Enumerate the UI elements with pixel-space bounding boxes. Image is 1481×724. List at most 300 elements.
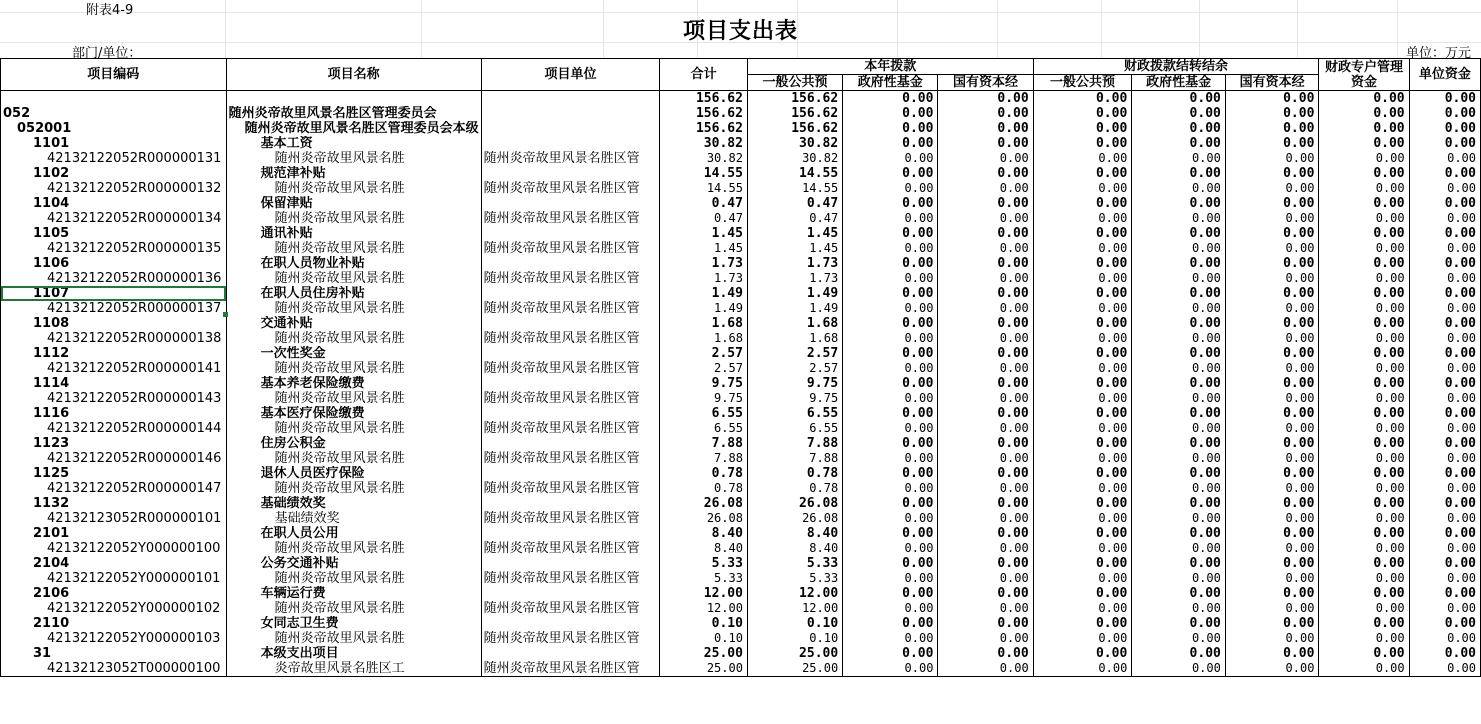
cell-gov-fund-carry[interactable]: 0.00 bbox=[1132, 361, 1226, 376]
cell-project-name[interactable]: 随州炎帝故里风景名胜 bbox=[226, 271, 481, 286]
cell-project-name[interactable]: 退休人员医疗保险 bbox=[226, 466, 481, 481]
cell-state-capital-carry[interactable]: 0.00 bbox=[1225, 301, 1319, 316]
cell-own-funds[interactable]: 0.00 bbox=[1409, 496, 1480, 511]
cell-state-capital[interactable]: 0.00 bbox=[938, 391, 1033, 406]
cell-state-capital[interactable]: 0.00 bbox=[938, 451, 1033, 466]
cell-gov-fund-carry[interactable]: 0.00 bbox=[1132, 601, 1226, 616]
cell-state-capital[interactable]: 0.00 bbox=[938, 181, 1033, 196]
cell-project-code[interactable]: 42132122052R000000132 bbox=[1, 181, 227, 196]
cell-special-account[interactable]: 0.00 bbox=[1319, 211, 1409, 226]
cell-general-budget-carry[interactable]: 0.00 bbox=[1033, 541, 1132, 556]
cell-project-name[interactable]: 炎帝故里风景名胜区工 bbox=[226, 661, 481, 677]
cell-general-budget[interactable]: 1.73 bbox=[747, 271, 842, 286]
cell-special-account[interactable]: 0.00 bbox=[1319, 166, 1409, 181]
cell-state-capital-carry[interactable]: 0.00 bbox=[1225, 286, 1319, 301]
cell-state-capital[interactable]: 0.00 bbox=[938, 436, 1033, 451]
cell-total[interactable]: 14.55 bbox=[660, 166, 748, 181]
cell-special-account[interactable]: 0.00 bbox=[1319, 601, 1409, 616]
cell-general-budget-carry[interactable]: 0.00 bbox=[1033, 151, 1132, 166]
cell-gov-fund[interactable]: 0.00 bbox=[843, 181, 938, 196]
cell-special-account[interactable]: 0.00 bbox=[1319, 196, 1409, 211]
cell-special-account[interactable]: 0.00 bbox=[1319, 286, 1409, 301]
cell-total[interactable]: 1.49 bbox=[660, 301, 748, 316]
cell-total[interactable]: 0.10 bbox=[660, 631, 748, 646]
cell-own-funds[interactable]: 0.00 bbox=[1409, 391, 1480, 406]
cell-general-budget[interactable]: 0.10 bbox=[747, 631, 842, 646]
cell-own-funds[interactable]: 0.00 bbox=[1409, 286, 1480, 301]
cell-general-budget[interactable]: 7.88 bbox=[747, 451, 842, 466]
cell-special-account[interactable]: 0.00 bbox=[1319, 631, 1409, 646]
cell-project-name[interactable]: 在职人员公用 bbox=[226, 526, 481, 541]
cell-project-name[interactable]: 随州炎帝故里风景名胜 bbox=[226, 301, 481, 316]
cell-own-funds[interactable]: 0.00 bbox=[1409, 166, 1480, 181]
cell-general-budget-carry[interactable]: 0.00 bbox=[1033, 481, 1132, 496]
cell-gov-fund-carry[interactable]: 0.00 bbox=[1132, 556, 1226, 571]
cell-gov-fund[interactable]: 0.00 bbox=[843, 406, 938, 421]
cell-state-capital-carry[interactable]: 0.00 bbox=[1225, 121, 1319, 136]
cell-project-unit[interactable]: 随州炎帝故里风景名胜区管 bbox=[481, 541, 660, 556]
cell-gov-fund[interactable]: 0.00 bbox=[843, 301, 938, 316]
cell-gov-fund-carry[interactable]: 0.00 bbox=[1132, 121, 1226, 136]
cell-project-name[interactable]: 随州炎帝故里风景名胜 bbox=[226, 451, 481, 466]
cell-project-name[interactable]: 随州炎帝故里风景名胜区管理委员会本级 bbox=[226, 121, 481, 136]
cell-gov-fund-carry[interactable]: 0.00 bbox=[1132, 526, 1226, 541]
cell-special-account[interactable]: 0.00 bbox=[1319, 181, 1409, 196]
cell-general-budget[interactable]: 0.10 bbox=[747, 616, 842, 631]
cell-project-name[interactable]: 随州炎帝故里风景名胜 bbox=[226, 151, 481, 166]
cell-gov-fund[interactable]: 0.00 bbox=[843, 136, 938, 151]
cell-special-account[interactable]: 0.00 bbox=[1319, 376, 1409, 391]
cell-project-code[interactable]: 42132122052R000000138 bbox=[1, 331, 227, 346]
cell-gov-fund[interactable]: 0.00 bbox=[843, 106, 938, 121]
cell-state-capital-carry[interactable]: 0.00 bbox=[1225, 241, 1319, 256]
cell-gov-fund[interactable]: 0.00 bbox=[843, 151, 938, 166]
cell-special-account[interactable]: 0.00 bbox=[1319, 301, 1409, 316]
cell-total[interactable]: 6.55 bbox=[660, 406, 748, 421]
cell-general-budget-carry[interactable]: 0.00 bbox=[1033, 616, 1132, 631]
cell-own-funds[interactable]: 0.00 bbox=[1409, 301, 1480, 316]
cell-state-capital-carry[interactable]: 0.00 bbox=[1225, 556, 1319, 571]
cell-state-capital-carry[interactable]: 0.00 bbox=[1225, 646, 1319, 661]
cell-special-account[interactable]: 0.00 bbox=[1319, 436, 1409, 451]
cell-state-capital[interactable]: 0.00 bbox=[938, 346, 1033, 361]
cell-general-budget-carry[interactable]: 0.00 bbox=[1033, 226, 1132, 241]
cell-project-unit[interactable]: 随州炎帝故里风景名胜区管 bbox=[481, 421, 660, 436]
cell-state-capital-carry[interactable]: 0.00 bbox=[1225, 481, 1319, 496]
cell-project-unit[interactable] bbox=[481, 556, 660, 571]
cell-project-code[interactable]: 1116 bbox=[1, 406, 227, 421]
cell-state-capital[interactable]: 0.00 bbox=[938, 91, 1033, 107]
cell-total[interactable]: 0.10 bbox=[660, 616, 748, 631]
cell-general-budget[interactable]: 5.33 bbox=[747, 556, 842, 571]
cell-special-account[interactable]: 0.00 bbox=[1319, 136, 1409, 151]
cell-gov-fund-carry[interactable]: 0.00 bbox=[1132, 136, 1226, 151]
cell-total[interactable]: 1.68 bbox=[660, 331, 748, 346]
cell-total[interactable]: 0.47 bbox=[660, 211, 748, 226]
cell-project-unit[interactable] bbox=[481, 106, 660, 121]
cell-project-name[interactable]: 随州炎帝故里风景名胜 bbox=[226, 631, 481, 646]
cell-project-unit[interactable]: 随州炎帝故里风景名胜区管 bbox=[481, 151, 660, 166]
cell-gov-fund[interactable]: 0.00 bbox=[843, 226, 938, 241]
cell-total[interactable]: 9.75 bbox=[660, 391, 748, 406]
cell-state-capital[interactable]: 0.00 bbox=[938, 466, 1033, 481]
cell-project-unit[interactable] bbox=[481, 586, 660, 601]
cell-general-budget-carry[interactable]: 0.00 bbox=[1033, 91, 1132, 107]
cell-general-budget[interactable]: 1.45 bbox=[747, 226, 842, 241]
cell-project-name[interactable]: 基础绩效奖 bbox=[226, 496, 481, 511]
cell-general-budget-carry[interactable]: 0.00 bbox=[1033, 331, 1132, 346]
cell-gov-fund[interactable]: 0.00 bbox=[843, 286, 938, 301]
cell-project-code[interactable]: 42132122052R000000146 bbox=[1, 451, 227, 466]
cell-gov-fund[interactable]: 0.00 bbox=[843, 196, 938, 211]
cell-gov-fund-carry[interactable]: 0.00 bbox=[1132, 616, 1226, 631]
cell-project-name[interactable]: 规范津补贴 bbox=[226, 166, 481, 181]
cell-project-code[interactable]: 42132122052R000000136 bbox=[1, 271, 227, 286]
cell-own-funds[interactable]: 0.00 bbox=[1409, 376, 1480, 391]
cell-project-code[interactable]: 42132122052Y000000103 bbox=[1, 631, 227, 646]
cell-gov-fund[interactable]: 0.00 bbox=[843, 541, 938, 556]
cell-state-capital-carry[interactable]: 0.00 bbox=[1225, 436, 1319, 451]
cell-project-name[interactable]: 基本养老保险缴费 bbox=[226, 376, 481, 391]
cell-total[interactable]: 30.82 bbox=[660, 151, 748, 166]
cell-project-code[interactable]: 42132122052R000000134 bbox=[1, 211, 227, 226]
cell-total[interactable]: 156.62 bbox=[660, 106, 748, 121]
cell-gov-fund-carry[interactable]: 0.00 bbox=[1132, 91, 1226, 107]
cell-gov-fund[interactable]: 0.00 bbox=[843, 166, 938, 181]
cell-gov-fund-carry[interactable]: 0.00 bbox=[1132, 391, 1226, 406]
cell-project-name[interactable]: 车辆运行费 bbox=[226, 586, 481, 601]
cell-general-budget[interactable]: 8.40 bbox=[747, 526, 842, 541]
cell-special-account[interactable]: 0.00 bbox=[1319, 481, 1409, 496]
cell-state-capital-carry[interactable]: 0.00 bbox=[1225, 406, 1319, 421]
cell-state-capital-carry[interactable]: 0.00 bbox=[1225, 361, 1319, 376]
cell-state-capital[interactable]: 0.00 bbox=[938, 586, 1033, 601]
cell-special-account[interactable]: 0.00 bbox=[1319, 121, 1409, 136]
cell-project-unit[interactable] bbox=[481, 136, 660, 151]
cell-general-budget-carry[interactable]: 0.00 bbox=[1033, 586, 1132, 601]
cell-special-account[interactable]: 0.00 bbox=[1319, 331, 1409, 346]
cell-gov-fund-carry[interactable]: 0.00 bbox=[1132, 646, 1226, 661]
cell-state-capital[interactable]: 0.00 bbox=[938, 121, 1033, 136]
cell-own-funds[interactable]: 0.00 bbox=[1409, 661, 1480, 677]
cell-project-unit[interactable]: 随州炎帝故里风景名胜区管 bbox=[481, 571, 660, 586]
cell-project-code[interactable]: 42132122052Y000000100 bbox=[1, 541, 227, 556]
cell-general-budget-carry[interactable]: 0.00 bbox=[1033, 376, 1132, 391]
cell-gov-fund-carry[interactable]: 0.00 bbox=[1132, 451, 1226, 466]
cell-special-account[interactable]: 0.00 bbox=[1319, 271, 1409, 286]
cell-total[interactable]: 14.55 bbox=[660, 181, 748, 196]
cell-total[interactable]: 25.00 bbox=[660, 661, 748, 677]
cell-total[interactable]: 0.78 bbox=[660, 481, 748, 496]
cell-special-account[interactable]: 0.00 bbox=[1319, 451, 1409, 466]
cell-special-account[interactable]: 0.00 bbox=[1319, 226, 1409, 241]
cell-total[interactable]: 1.73 bbox=[660, 271, 748, 286]
cell-state-capital[interactable]: 0.00 bbox=[938, 361, 1033, 376]
cell-general-budget-carry[interactable]: 0.00 bbox=[1033, 256, 1132, 271]
cell-state-capital[interactable]: 0.00 bbox=[938, 316, 1033, 331]
cell-state-capital[interactable]: 0.00 bbox=[938, 526, 1033, 541]
cell-total[interactable]: 25.00 bbox=[660, 646, 748, 661]
cell-total[interactable]: 0.47 bbox=[660, 196, 748, 211]
cell-project-unit[interactable]: 随州炎帝故里风景名胜区管 bbox=[481, 511, 660, 526]
cell-own-funds[interactable]: 0.00 bbox=[1409, 511, 1480, 526]
cell-state-capital-carry[interactable]: 0.00 bbox=[1225, 541, 1319, 556]
cell-project-code[interactable] bbox=[1, 91, 227, 107]
cell-state-capital[interactable]: 0.00 bbox=[938, 106, 1033, 121]
cell-state-capital[interactable]: 0.00 bbox=[938, 661, 1033, 677]
cell-state-capital-carry[interactable]: 0.00 bbox=[1225, 496, 1319, 511]
cell-gov-fund[interactable]: 0.00 bbox=[843, 421, 938, 436]
cell-project-code[interactable]: 2106 bbox=[1, 586, 227, 601]
cell-total[interactable]: 7.88 bbox=[660, 436, 748, 451]
cell-special-account[interactable]: 0.00 bbox=[1319, 571, 1409, 586]
cell-general-budget[interactable]: 12.00 bbox=[747, 586, 842, 601]
cell-project-unit[interactable]: 随州炎帝故里风景名胜区管 bbox=[481, 451, 660, 466]
cell-state-capital[interactable]: 0.00 bbox=[938, 166, 1033, 181]
cell-project-unit[interactable] bbox=[481, 436, 660, 451]
cell-own-funds[interactable]: 0.00 bbox=[1409, 466, 1480, 481]
cell-total[interactable]: 6.55 bbox=[660, 421, 748, 436]
cell-general-budget-carry[interactable]: 0.00 bbox=[1033, 196, 1132, 211]
cell-general-budget[interactable]: 9.75 bbox=[747, 391, 842, 406]
cell-total[interactable]: 1.73 bbox=[660, 256, 748, 271]
cell-general-budget[interactable]: 0.78 bbox=[747, 481, 842, 496]
cell-own-funds[interactable]: 0.00 bbox=[1409, 196, 1480, 211]
cell-state-capital-carry[interactable]: 0.00 bbox=[1225, 181, 1319, 196]
cell-project-unit[interactable]: 随州炎帝故里风景名胜区管 bbox=[481, 481, 660, 496]
cell-own-funds[interactable]: 0.00 bbox=[1409, 121, 1480, 136]
cell-project-name[interactable]: 随州炎帝故里风景名胜 bbox=[226, 331, 481, 346]
cell-general-budget-carry[interactable]: 0.00 bbox=[1033, 451, 1132, 466]
cell-gov-fund[interactable]: 0.00 bbox=[843, 556, 938, 571]
cell-state-capital[interactable]: 0.00 bbox=[938, 256, 1033, 271]
cell-project-unit[interactable] bbox=[481, 166, 660, 181]
cell-total[interactable]: 7.88 bbox=[660, 451, 748, 466]
cell-state-capital[interactable]: 0.00 bbox=[938, 511, 1033, 526]
cell-state-capital[interactable]: 0.00 bbox=[938, 421, 1033, 436]
cell-own-funds[interactable]: 0.00 bbox=[1409, 571, 1480, 586]
cell-general-budget-carry[interactable]: 0.00 bbox=[1033, 391, 1132, 406]
cell-project-name[interactable]: 本级支出项目 bbox=[226, 646, 481, 661]
cell-state-capital[interactable]: 0.00 bbox=[938, 136, 1033, 151]
cell-project-code[interactable]: 42132122052R000000131 bbox=[1, 151, 227, 166]
cell-special-account[interactable]: 0.00 bbox=[1319, 361, 1409, 376]
cell-own-funds[interactable]: 0.00 bbox=[1409, 331, 1480, 346]
cell-state-capital[interactable]: 0.00 bbox=[938, 226, 1033, 241]
cell-project-name[interactable]: 基础绩效奖 bbox=[226, 511, 481, 526]
cell-own-funds[interactable]: 0.00 bbox=[1409, 646, 1480, 661]
cell-general-budget-carry[interactable]: 0.00 bbox=[1033, 211, 1132, 226]
cell-gov-fund[interactable]: 0.00 bbox=[843, 121, 938, 136]
cell-general-budget[interactable]: 0.47 bbox=[747, 196, 842, 211]
cell-total[interactable]: 12.00 bbox=[660, 586, 748, 601]
cell-general-budget[interactable]: 1.49 bbox=[747, 301, 842, 316]
cell-project-code[interactable]: 1132 bbox=[1, 496, 227, 511]
cell-state-capital-carry[interactable]: 0.00 bbox=[1225, 466, 1319, 481]
cell-total[interactable]: 1.49 bbox=[660, 286, 748, 301]
cell-own-funds[interactable]: 0.00 bbox=[1409, 556, 1480, 571]
cell-special-account[interactable]: 0.00 bbox=[1319, 541, 1409, 556]
cell-state-capital-carry[interactable]: 0.00 bbox=[1225, 511, 1319, 526]
cell-own-funds[interactable]: 0.00 bbox=[1409, 256, 1480, 271]
cell-total[interactable]: 5.33 bbox=[660, 571, 748, 586]
cell-general-budget-carry[interactable]: 0.00 bbox=[1033, 271, 1132, 286]
cell-gov-fund-carry[interactable]: 0.00 bbox=[1132, 376, 1226, 391]
cell-general-budget[interactable]: 5.33 bbox=[747, 571, 842, 586]
cell-own-funds[interactable]: 0.00 bbox=[1409, 421, 1480, 436]
cell-state-capital-carry[interactable]: 0.00 bbox=[1225, 661, 1319, 677]
cell-special-account[interactable]: 0.00 bbox=[1319, 421, 1409, 436]
cell-project-unit[interactable]: 随州炎帝故里风景名胜区管 bbox=[481, 391, 660, 406]
cell-general-budget[interactable]: 26.08 bbox=[747, 511, 842, 526]
cell-total[interactable]: 2.57 bbox=[660, 361, 748, 376]
cell-state-capital-carry[interactable]: 0.00 bbox=[1225, 151, 1319, 166]
cell-own-funds[interactable]: 0.00 bbox=[1409, 481, 1480, 496]
cell-project-code[interactable]: 1104 bbox=[1, 196, 227, 211]
cell-total[interactable]: 1.68 bbox=[660, 316, 748, 331]
cell-project-unit[interactable]: 随州炎帝故里风景名胜区管 bbox=[481, 271, 660, 286]
cell-project-code[interactable]: 42132122052Y000000102 bbox=[1, 601, 227, 616]
cell-gov-fund-carry[interactable]: 0.00 bbox=[1132, 481, 1226, 496]
cell-total[interactable]: 8.40 bbox=[660, 526, 748, 541]
cell-own-funds[interactable]: 0.00 bbox=[1409, 586, 1480, 601]
cell-state-capital-carry[interactable]: 0.00 bbox=[1225, 226, 1319, 241]
cell-gov-fund-carry[interactable]: 0.00 bbox=[1132, 301, 1226, 316]
cell-project-code[interactable]: 1101 bbox=[1, 136, 227, 151]
cell-state-capital-carry[interactable]: 0.00 bbox=[1225, 331, 1319, 346]
cell-own-funds[interactable]: 0.00 bbox=[1409, 616, 1480, 631]
cell-state-capital[interactable]: 0.00 bbox=[938, 151, 1033, 166]
cell-project-code[interactable]: 42132123052R000000101 bbox=[1, 511, 227, 526]
cell-general-budget-carry[interactable]: 0.00 bbox=[1033, 571, 1132, 586]
cell-project-code[interactable]: 1106 bbox=[1, 256, 227, 271]
cell-general-budget-carry[interactable]: 0.00 bbox=[1033, 121, 1132, 136]
cell-special-account[interactable]: 0.00 bbox=[1319, 316, 1409, 331]
cell-project-code[interactable]: 1125 bbox=[1, 466, 227, 481]
cell-state-capital-carry[interactable]: 0.00 bbox=[1225, 346, 1319, 361]
cell-project-name[interactable]: 随州炎帝故里风景名胜 bbox=[226, 241, 481, 256]
cell-own-funds[interactable]: 0.00 bbox=[1409, 211, 1480, 226]
cell-special-account[interactable]: 0.00 bbox=[1319, 511, 1409, 526]
cell-general-budget-carry[interactable]: 0.00 bbox=[1033, 301, 1132, 316]
cell-special-account[interactable]: 0.00 bbox=[1319, 661, 1409, 677]
cell-gov-fund-carry[interactable]: 0.00 bbox=[1132, 661, 1226, 677]
cell-own-funds[interactable]: 0.00 bbox=[1409, 406, 1480, 421]
cell-project-unit[interactable] bbox=[481, 526, 660, 541]
cell-project-unit[interactable]: 随州炎帝故里风景名胜区管 bbox=[481, 181, 660, 196]
cell-state-capital[interactable]: 0.00 bbox=[938, 271, 1033, 286]
cell-project-code[interactable]: 052001 bbox=[1, 121, 227, 136]
cell-state-capital[interactable]: 0.00 bbox=[938, 571, 1033, 586]
cell-general-budget[interactable]: 2.57 bbox=[747, 361, 842, 376]
cell-gov-fund[interactable]: 0.00 bbox=[843, 571, 938, 586]
cell-gov-fund-carry[interactable]: 0.00 bbox=[1132, 571, 1226, 586]
cell-project-name[interactable]: 公务交通补贴 bbox=[226, 556, 481, 571]
cell-state-capital[interactable]: 0.00 bbox=[938, 286, 1033, 301]
cell-project-name[interactable]: 随州炎帝故里风景名胜区管理委员会 bbox=[226, 106, 481, 121]
cell-gov-fund-carry[interactable]: 0.00 bbox=[1132, 541, 1226, 556]
cell-gov-fund[interactable]: 0.00 bbox=[843, 496, 938, 511]
cell-general-budget[interactable]: 156.62 bbox=[747, 106, 842, 121]
cell-state-capital[interactable]: 0.00 bbox=[938, 496, 1033, 511]
cell-special-account[interactable]: 0.00 bbox=[1319, 556, 1409, 571]
cell-gov-fund-carry[interactable]: 0.00 bbox=[1132, 631, 1226, 646]
cell-total[interactable]: 26.08 bbox=[660, 496, 748, 511]
cell-general-budget-carry[interactable]: 0.00 bbox=[1033, 166, 1132, 181]
cell-general-budget[interactable]: 14.55 bbox=[747, 181, 842, 196]
cell-own-funds[interactable]: 0.00 bbox=[1409, 136, 1480, 151]
cell-special-account[interactable]: 0.00 bbox=[1319, 526, 1409, 541]
cell-own-funds[interactable]: 0.00 bbox=[1409, 316, 1480, 331]
cell-project-code[interactable]: 42132122052R000000143 bbox=[1, 391, 227, 406]
cell-own-funds[interactable]: 0.00 bbox=[1409, 541, 1480, 556]
selection-fill-handle[interactable] bbox=[223, 312, 228, 317]
cell-gov-fund-carry[interactable]: 0.00 bbox=[1132, 196, 1226, 211]
cell-own-funds[interactable]: 0.00 bbox=[1409, 91, 1480, 107]
cell-special-account[interactable]: 0.00 bbox=[1319, 406, 1409, 421]
cell-special-account[interactable]: 0.00 bbox=[1319, 151, 1409, 166]
cell-state-capital-carry[interactable]: 0.00 bbox=[1225, 166, 1319, 181]
cell-own-funds[interactable]: 0.00 bbox=[1409, 361, 1480, 376]
cell-state-capital[interactable]: 0.00 bbox=[938, 556, 1033, 571]
cell-project-code[interactable]: 42132122052R000000141 bbox=[1, 361, 227, 376]
cell-state-capital[interactable]: 0.00 bbox=[938, 211, 1033, 226]
cell-own-funds[interactable]: 0.00 bbox=[1409, 631, 1480, 646]
cell-general-budget-carry[interactable]: 0.00 bbox=[1033, 436, 1132, 451]
cell-state-capital[interactable]: 0.00 bbox=[938, 631, 1033, 646]
cell-special-account[interactable]: 0.00 bbox=[1319, 256, 1409, 271]
cell-project-unit[interactable] bbox=[481, 256, 660, 271]
cell-gov-fund[interactable]: 0.00 bbox=[843, 91, 938, 107]
cell-general-budget-carry[interactable]: 0.00 bbox=[1033, 661, 1132, 677]
cell-general-budget-carry[interactable]: 0.00 bbox=[1033, 496, 1132, 511]
cell-gov-fund[interactable]: 0.00 bbox=[843, 436, 938, 451]
cell-project-unit[interactable]: 随州炎帝故里风景名胜区管 bbox=[481, 601, 660, 616]
cell-state-capital-carry[interactable]: 0.00 bbox=[1225, 616, 1319, 631]
cell-gov-fund-carry[interactable]: 0.00 bbox=[1132, 436, 1226, 451]
cell-state-capital-carry[interactable]: 0.00 bbox=[1225, 631, 1319, 646]
cell-project-unit[interactable] bbox=[481, 646, 660, 661]
cell-gov-fund-carry[interactable]: 0.00 bbox=[1132, 406, 1226, 421]
cell-gov-fund[interactable]: 0.00 bbox=[843, 481, 938, 496]
cell-project-code[interactable]: 1105 bbox=[1, 226, 227, 241]
cell-project-name[interactable]: 随州炎帝故里风景名胜 bbox=[226, 211, 481, 226]
cell-gov-fund[interactable]: 0.00 bbox=[843, 646, 938, 661]
cell-own-funds[interactable]: 0.00 bbox=[1409, 226, 1480, 241]
cell-gov-fund[interactable]: 0.00 bbox=[843, 211, 938, 226]
cell-general-budget[interactable]: 30.82 bbox=[747, 151, 842, 166]
cell-general-budget-carry[interactable]: 0.00 bbox=[1033, 361, 1132, 376]
cell-project-unit[interactable] bbox=[481, 616, 660, 631]
cell-own-funds[interactable]: 0.00 bbox=[1409, 241, 1480, 256]
cell-own-funds[interactable]: 0.00 bbox=[1409, 526, 1480, 541]
cell-project-code[interactable]: 1123 bbox=[1, 436, 227, 451]
cell-total[interactable]: 0.78 bbox=[660, 466, 748, 481]
cell-total[interactable]: 156.62 bbox=[660, 91, 748, 107]
cell-general-budget[interactable]: 1.45 bbox=[747, 241, 842, 256]
cell-project-unit[interactable] bbox=[481, 466, 660, 481]
cell-general-budget-carry[interactable]: 0.00 bbox=[1033, 106, 1132, 121]
cell-gov-fund[interactable]: 0.00 bbox=[843, 346, 938, 361]
cell-special-account[interactable]: 0.00 bbox=[1319, 616, 1409, 631]
cell-general-budget-carry[interactable]: 0.00 bbox=[1033, 316, 1132, 331]
cell-project-unit[interactable]: 随州炎帝故里风景名胜区管 bbox=[481, 631, 660, 646]
cell-project-name[interactable]: 通讯补贴 bbox=[226, 226, 481, 241]
cell-special-account[interactable]: 0.00 bbox=[1319, 91, 1409, 107]
cell-project-unit[interactable]: 随州炎帝故里风景名胜区管 bbox=[481, 331, 660, 346]
cell-project-name[interactable]: 基本工资 bbox=[226, 136, 481, 151]
cell-general-budget[interactable]: 1.68 bbox=[747, 316, 842, 331]
